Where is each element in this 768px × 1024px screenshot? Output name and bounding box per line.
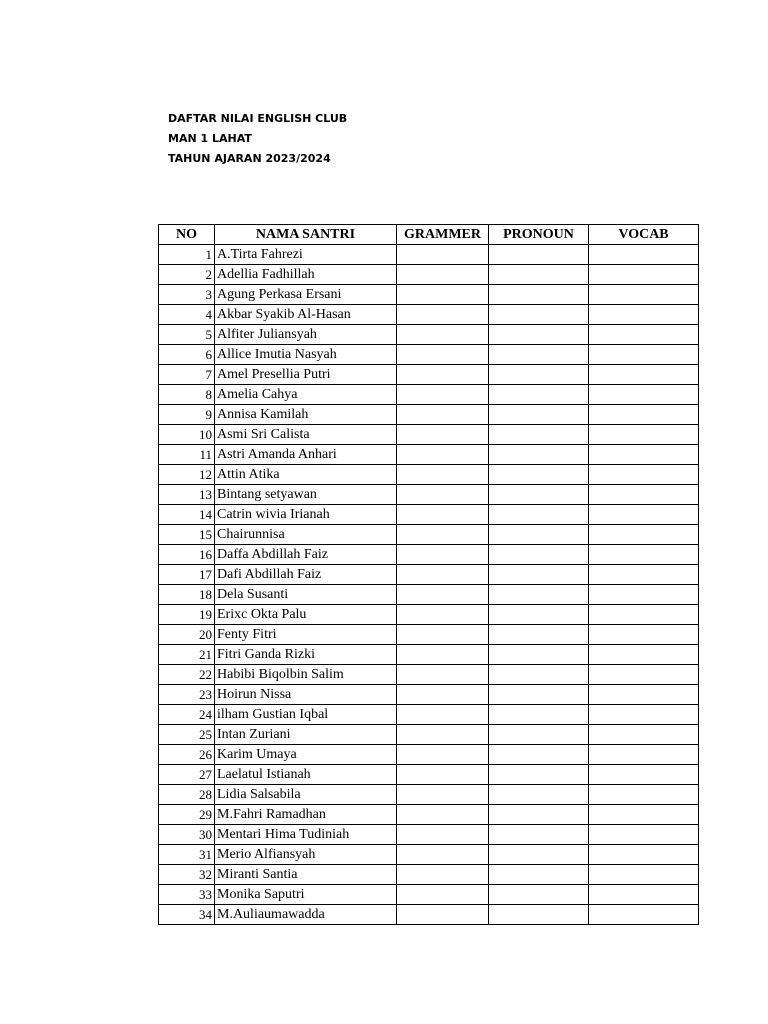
pronoun-score-cell[interactable] [489, 785, 589, 805]
table-row [159, 485, 699, 505]
pronoun-score-cell[interactable] [489, 285, 589, 305]
vocab-score-cell[interactable] [589, 585, 699, 605]
student-name-cell: Dela Susanti [215, 585, 397, 605]
row-number-cell: 13 [159, 485, 215, 505]
student-name-cell: A.Tirta Fahrezi [215, 245, 397, 265]
grammer-score-cell[interactable] [397, 885, 489, 905]
pronoun-score-cell[interactable] [489, 345, 589, 365]
student-name-cell: Chairunnisa [215, 525, 397, 545]
column-header-vocab: VOCAB [589, 225, 699, 245]
row-number-cell: 30 [159, 825, 215, 845]
table-header-row [159, 225, 699, 245]
student-name-cell: Astri Amanda Anhari [215, 445, 397, 465]
student-name-cell: Asmi Sri Calista [215, 425, 397, 445]
pronoun-score-cell[interactable] [489, 485, 589, 505]
pronoun-score-cell[interactable] [489, 305, 589, 325]
student-name-cell: Dafi Abdillah Faiz [215, 565, 397, 585]
grammer-score-cell[interactable] [397, 605, 489, 625]
vocab-score-cell[interactable] [589, 265, 699, 285]
pronoun-score-cell[interactable] [489, 725, 589, 745]
row-number-cell: 24 [159, 705, 215, 725]
pronoun-score-cell[interactable] [489, 905, 589, 925]
column-header-no: NO [159, 225, 215, 245]
vocab-score-cell[interactable] [589, 705, 699, 725]
pronoun-score-cell[interactable] [489, 805, 589, 825]
grammer-score-cell[interactable] [397, 685, 489, 705]
table-row [159, 845, 699, 865]
vocab-score-cell[interactable] [589, 545, 699, 565]
student-name-cell: M.Fahri Ramadhan [215, 805, 397, 825]
pronoun-score-cell[interactable] [489, 465, 589, 485]
grammer-score-cell[interactable] [397, 585, 489, 605]
table-row [159, 265, 699, 285]
grammer-score-cell[interactable] [397, 785, 489, 805]
student-name-cell: Fenty Fitri [215, 625, 397, 645]
student-name-cell: Mentari Hima Tudiniah [215, 825, 397, 845]
student-name-cell: Amelia Cahya [215, 385, 397, 405]
vocab-score-cell[interactable] [589, 365, 699, 385]
row-number-cell: 31 [159, 845, 215, 865]
school-name: MAN 1 LAHAT [168, 132, 252, 145]
grammer-score-cell[interactable] [397, 865, 489, 885]
pronoun-score-cell[interactable] [489, 505, 589, 525]
column-header-pronoun: PRONOUN [489, 225, 589, 245]
row-number-cell: 22 [159, 665, 215, 685]
pronoun-score-cell[interactable] [489, 665, 589, 685]
row-number-cell: 32 [159, 865, 215, 885]
student-name-cell: Monika Saputri [215, 885, 397, 905]
table-row [159, 585, 699, 605]
grammer-score-cell[interactable] [397, 365, 489, 385]
student-name-cell: Merio Alfiansyah [215, 845, 397, 865]
vocab-score-cell[interactable] [589, 865, 699, 885]
table-row [159, 825, 699, 845]
vocab-score-cell[interactable] [589, 905, 699, 925]
vocab-score-cell[interactable] [589, 425, 699, 445]
student-name-cell: ilham Gustian Iqbal [215, 705, 397, 725]
vocab-score-cell[interactable] [589, 305, 699, 325]
grammer-score-cell[interactable] [397, 905, 489, 925]
table-row [159, 785, 699, 805]
table-row [159, 445, 699, 465]
grammer-score-cell[interactable] [397, 305, 489, 325]
grammer-score-cell[interactable] [397, 385, 489, 405]
student-name-cell: Miranti Santia [215, 865, 397, 885]
document-header [168, 109, 347, 169]
table-row [159, 365, 699, 385]
pronoun-score-cell[interactable] [489, 425, 589, 445]
grammer-score-cell[interactable] [397, 565, 489, 585]
table-row [159, 505, 699, 525]
table-row [159, 385, 699, 405]
vocab-score-cell[interactable] [589, 565, 699, 585]
academic-year: TAHUN AJARAN 2023/2024 [168, 152, 331, 165]
grammer-score-cell[interactable] [397, 525, 489, 545]
row-number-cell: 7 [159, 365, 215, 385]
table-row [159, 425, 699, 445]
vocab-score-cell[interactable] [589, 765, 699, 785]
row-number-cell: 16 [159, 545, 215, 565]
row-number-cell: 2 [159, 265, 215, 285]
column-header-name: NAMA SANTRI [215, 225, 397, 245]
row-number-cell: 33 [159, 885, 215, 905]
student-name-cell: Catrin wivia Irianah [215, 505, 397, 525]
student-name-cell: Habibi Biqolbin Salim [215, 665, 397, 685]
row-number-cell: 34 [159, 905, 215, 925]
row-number-cell: 20 [159, 625, 215, 645]
table-row [159, 725, 699, 745]
grammer-score-cell[interactable] [397, 665, 489, 685]
pronoun-score-cell[interactable] [489, 705, 589, 725]
document-title: DAFTAR NILAI ENGLISH CLUB [168, 112, 348, 125]
table-row [159, 565, 699, 585]
grammer-score-cell[interactable] [397, 545, 489, 565]
table-row [159, 305, 699, 325]
pronoun-score-cell[interactable] [489, 625, 589, 645]
table-row [159, 605, 699, 625]
row-number-cell: 18 [159, 585, 215, 605]
table-row [159, 625, 699, 645]
pronoun-score-cell[interactable] [489, 265, 589, 285]
vocab-score-cell[interactable] [589, 805, 699, 825]
student-name-cell: Amel Presellia Putri [215, 365, 397, 385]
vocab-score-cell[interactable] [589, 625, 699, 645]
vocab-score-cell[interactable] [589, 485, 699, 505]
row-number-cell: 28 [159, 785, 215, 805]
vocab-score-cell[interactable] [589, 285, 699, 305]
pronoun-score-cell[interactable] [489, 365, 589, 385]
table-row [159, 325, 699, 345]
pronoun-score-cell[interactable] [489, 405, 589, 425]
table-row [159, 645, 699, 665]
vocab-score-cell[interactable] [589, 345, 699, 365]
pronoun-score-cell[interactable] [489, 865, 589, 885]
student-name-cell: Daffa Abdillah Faiz [215, 545, 397, 565]
grammer-score-cell[interactable] [397, 845, 489, 865]
table-row [159, 405, 699, 425]
row-number-cell: 27 [159, 765, 215, 785]
pronoun-score-cell[interactable] [489, 545, 589, 565]
student-name-cell: Erixc Okta Palu [215, 605, 397, 625]
table-row [159, 885, 699, 905]
student-name-cell: Hoirun Nissa [215, 685, 397, 705]
vocab-score-cell[interactable] [589, 445, 699, 465]
table-row [159, 465, 699, 485]
vocab-score-cell[interactable] [589, 885, 699, 905]
table-row [159, 545, 699, 565]
grammer-score-cell[interactable] [397, 425, 489, 445]
row-number-cell: 19 [159, 605, 215, 625]
table-row [159, 525, 699, 545]
column-header-grammer: GRAMMER [397, 225, 489, 245]
row-number-cell: 3 [159, 285, 215, 305]
pronoun-score-cell[interactable] [489, 885, 589, 905]
pronoun-score-cell[interactable] [489, 645, 589, 665]
row-number-cell: 6 [159, 345, 215, 365]
row-number-cell: 14 [159, 505, 215, 525]
pronoun-score-cell[interactable] [489, 585, 589, 605]
vocab-score-cell[interactable] [589, 505, 699, 525]
grammer-score-cell[interactable] [397, 485, 489, 505]
pronoun-score-cell[interactable] [489, 565, 589, 585]
student-name-cell: Alfiter Juliansyah [215, 325, 397, 345]
pronoun-score-cell[interactable] [489, 325, 589, 345]
vocab-score-cell[interactable] [589, 645, 699, 665]
vocab-score-cell[interactable] [589, 685, 699, 705]
pronoun-score-cell[interactable] [489, 245, 589, 265]
row-number-cell: 25 [159, 725, 215, 745]
student-name-cell: Akbar Syakib Al-Hasan [215, 305, 397, 325]
grammer-score-cell[interactable] [397, 725, 489, 745]
vocab-score-cell[interactable] [589, 785, 699, 805]
table-row [159, 285, 699, 305]
vocab-score-cell[interactable] [589, 665, 699, 685]
vocab-score-cell[interactable] [589, 825, 699, 845]
pronoun-score-cell[interactable] [489, 825, 589, 845]
vocab-score-cell[interactable] [589, 465, 699, 485]
student-name-cell: Laelatul Istianah [215, 765, 397, 785]
grammer-score-cell[interactable] [397, 285, 489, 305]
grammer-score-cell[interactable] [397, 625, 489, 645]
row-number-cell: 1 [159, 245, 215, 265]
row-number-cell: 11 [159, 445, 215, 465]
pronoun-score-cell[interactable] [489, 445, 589, 465]
row-number-cell: 23 [159, 685, 215, 705]
grammer-score-cell[interactable] [397, 705, 489, 725]
table-row [159, 905, 699, 925]
vocab-score-cell[interactable] [589, 845, 699, 865]
grammer-score-cell[interactable] [397, 445, 489, 465]
row-number-cell: 9 [159, 405, 215, 425]
student-name-cell: Adellia Fadhillah [215, 265, 397, 285]
pronoun-score-cell[interactable] [489, 525, 589, 545]
row-number-cell: 5 [159, 325, 215, 345]
pronoun-score-cell[interactable] [489, 385, 589, 405]
vocab-score-cell[interactable] [589, 605, 699, 625]
student-name-cell: Bintang setyawan [215, 485, 397, 505]
row-number-cell: 26 [159, 745, 215, 765]
student-name-cell: Karim Umaya [215, 745, 397, 765]
vocab-score-cell[interactable] [589, 405, 699, 425]
table-row [159, 705, 699, 725]
grammer-score-cell[interactable] [397, 825, 489, 845]
pronoun-score-cell[interactable] [489, 745, 589, 765]
student-name-cell: Agung Perkasa Ersani [215, 285, 397, 305]
grammer-score-cell[interactable] [397, 325, 489, 345]
student-name-cell: Fitri Ganda Rizki [215, 645, 397, 665]
row-number-cell: 8 [159, 385, 215, 405]
pronoun-score-cell[interactable] [489, 685, 589, 705]
student-name-cell: Lidia Salsabila [215, 785, 397, 805]
table-row [159, 765, 699, 785]
vocab-score-cell[interactable] [589, 745, 699, 765]
student-name-cell: Intan Zuriani [215, 725, 397, 745]
vocab-score-cell[interactable] [589, 325, 699, 345]
grammer-score-cell[interactable] [397, 505, 489, 525]
grades-table [158, 224, 699, 925]
grammer-score-cell[interactable] [397, 465, 489, 485]
pronoun-score-cell[interactable] [489, 605, 589, 625]
row-number-cell: 4 [159, 305, 215, 325]
table-row [159, 805, 699, 825]
grammer-score-cell[interactable] [397, 245, 489, 265]
pronoun-score-cell[interactable] [489, 845, 589, 865]
student-name-cell: Annisa Kamilah [215, 405, 397, 425]
student-name-cell: Allice Imutia Nasyah [215, 345, 397, 365]
pronoun-score-cell[interactable] [489, 765, 589, 785]
row-number-cell: 21 [159, 645, 215, 665]
vocab-score-cell[interactable] [589, 245, 699, 265]
table-row [159, 345, 699, 365]
table-row [159, 245, 699, 265]
grammer-score-cell[interactable] [397, 265, 489, 285]
vocab-score-cell[interactable] [589, 525, 699, 545]
student-name-cell: M.Auliaumawadda [215, 905, 397, 925]
grammer-score-cell[interactable] [397, 345, 489, 365]
table-row [159, 665, 699, 685]
row-number-cell: 10 [159, 425, 215, 445]
row-number-cell: 12 [159, 465, 215, 485]
grammer-score-cell[interactable] [397, 765, 489, 785]
row-number-cell: 17 [159, 565, 215, 585]
grammer-score-cell[interactable] [397, 405, 489, 425]
table-row [159, 745, 699, 765]
student-name-cell: Attin Atika [215, 465, 397, 485]
row-number-cell: 29 [159, 805, 215, 825]
row-number-cell: 15 [159, 525, 215, 545]
vocab-score-cell[interactable] [589, 725, 699, 745]
vocab-score-cell[interactable] [589, 385, 699, 405]
table-row [159, 685, 699, 705]
grammer-score-cell[interactable] [397, 645, 489, 665]
table-row [159, 865, 699, 885]
table-body [159, 245, 699, 925]
grammer-score-cell[interactable] [397, 805, 489, 825]
grammer-score-cell[interactable] [397, 745, 489, 765]
